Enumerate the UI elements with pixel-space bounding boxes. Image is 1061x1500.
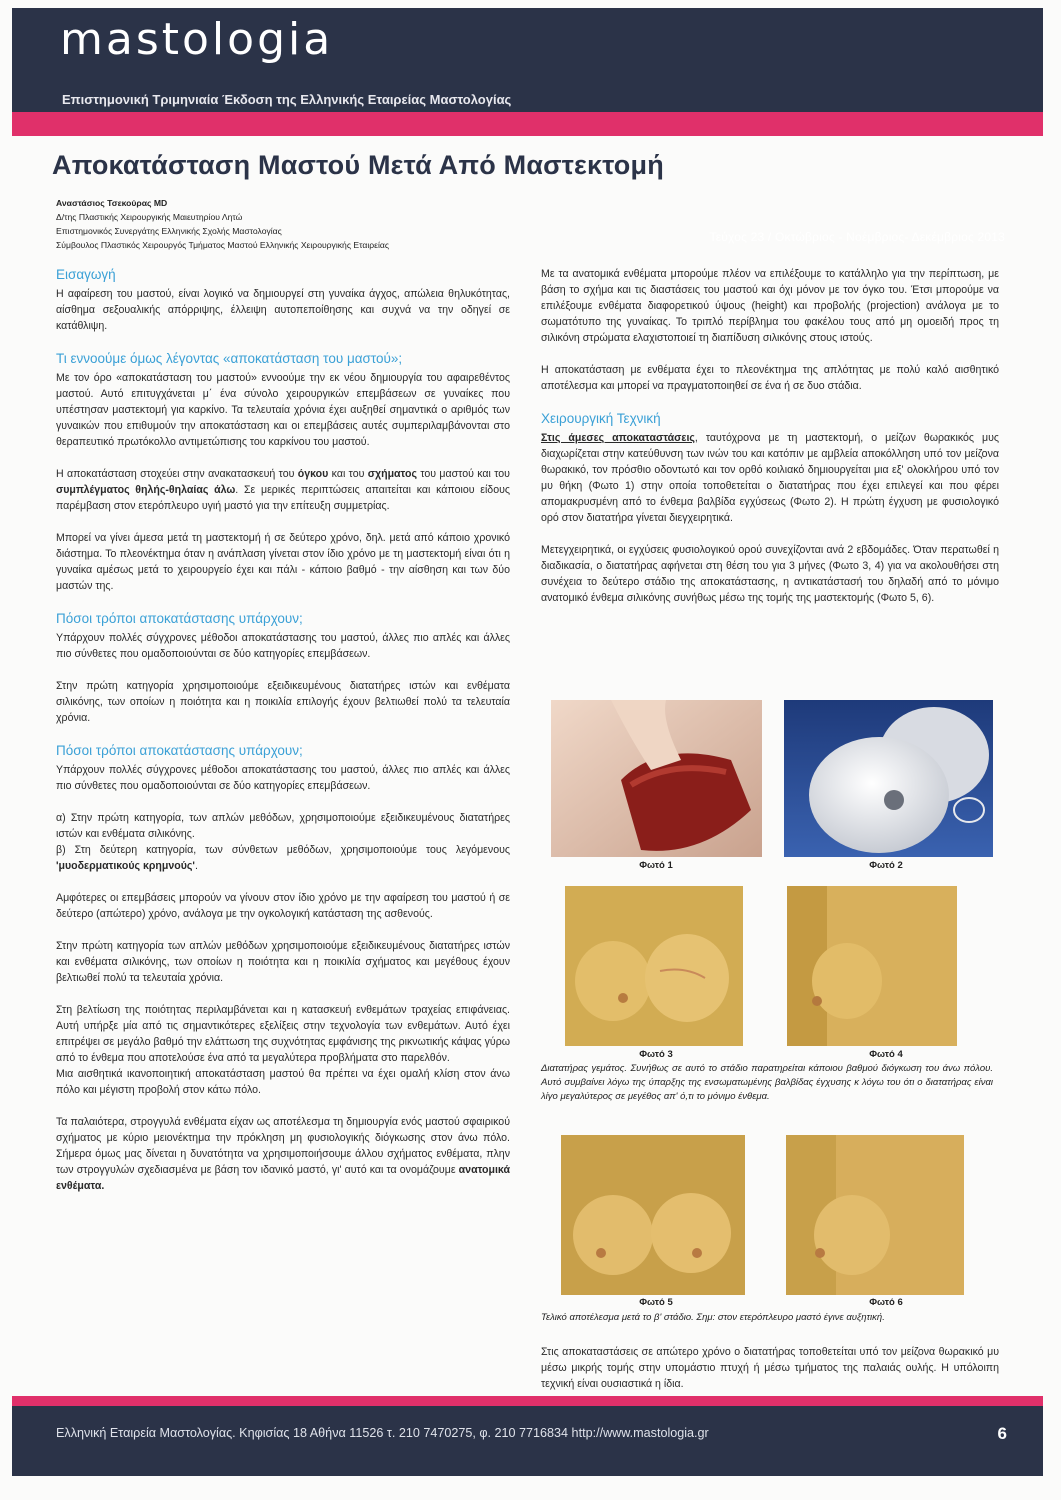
- paragraph: Η αφαίρεση του μαστού, είναι λογικό να δημιουργεί στη γυναίκα άγχος, απώλεια θηλυκότητας, αίσθημα σεξουαλικής απόρριψης, έλλειψη αυτοπεποίθησης και συχνά να την οδηγεί σε κατάθλιψη.: [56, 288, 510, 332]
- photo-caption-description: Διατατήρας γεμάτος. Συνήθως σε αυτό το στάδιο παρατηρείται κάποιου βαθμού διόγκωση του άνω πόλου. Αυτό συμβαίνει λόγω της ύπαρξης της ενσωματωμένης βαλβίδας έγχυσης κ λόγω του ότι ο διατατήρας είναι λίγο μεγαλύτερος σε μεγέθος απ' ό,τι το μόνιμο ένθεμα.: [541, 1063, 993, 1102]
- section-heading: Τι εννοούμε όμως λέγοντας «αποκατάσταση του μαστού»;: [56, 351, 403, 366]
- author-block: [56, 196, 536, 252]
- photo-surgery: [551, 700, 762, 857]
- paragraph: Αμφότερες οι επεμβάσεις μπορούν να γίνουν στον ίδιο χρόνο με την αφαίρεση του μαστού ή σε δεύτερο (απώτερο) χρόνο, ανάλογα με την ογκολογική κατάσταση της ασθενούς.: [56, 892, 510, 920]
- left-column: [56, 266, 510, 1210]
- paragraph: Στις άμεσες αποκαταστάσεις, ταυτόχρονα με τη μαστεκτομή, ο μείζων θωρακικός μυς διαχωρίζεται στην κατεύθυνση των ινών του και κατόπιν με αμβλεία αποκόλληση υπό τον μείζονα θωρακικό, τον πρόσθιο οδοντωτό και τον ορθό κοιλιακό δημιουργείται μια εξ' ολοκλήρου υπό τον μυ θήκη (Φωτο 1) στην οποία τοποθετείται ο διατατήρας που έχει επιλεγεί και που φέρει απομακρυσμένη από το ένθεμα βαλβίδα εγχύσεως (Φωτο 2). Η πρώτη έγχυση με φυσιολογικό ορό στον διατατήρα γίνεται διεγχειρητικά.: [541, 432, 1000, 524]
- paragraph: Στην πρώτη κατηγορία των απλών μεθόδων χρησιμοποιούμε εξειδικευμένους διατατήρες ιστών και ενθέματα σιλικόνης, των οποίων η ποιότητα και η ποικιλία σχήματος και μεγέθους έχουν βελτιωθεί πολύ τα τελευταία χρόνια.: [56, 940, 510, 984]
- photo-expander-front: [565, 886, 743, 1046]
- photo-caption: Φωτό 6: [869, 1297, 903, 1308]
- section-heading: Πόσοι τρόποι αποκατάστασης υπάρχουν;: [56, 611, 303, 626]
- photo-caption-description: Τελικό αποτέλεσμα μετά το β' στάδιο. Σημ: στον ετερόπλευρο μαστό έγινε αυξητική.: [541, 1312, 885, 1323]
- photo-caption: Φωτό 4: [869, 1049, 903, 1060]
- paragraph: Με τα ανατομικά ενθέματα μπορούμε πλέον να επιλέξουμε το κατάλληλο για την περίπτωση, με βάση το σχήμα και τις διαστάσεις του μαστού και όχι μόνον με τον όγκο του. Έτσι μπορούμε να επιλέξουμε ενθέματα διαφορετικού ύψους (height) και προβολής (projection) ανάλογα με το σωματότυπο της γυναίκας. Το τριπλό περίβλημα του φακέλου τους από μη ομοειδή προς τη σιλικόνη στρώματα ελαχιστοποιεί τη διαπίδυση σιλικόνης στους ιστούς.: [541, 268, 999, 344]
- paragraph: Μπορεί να γίνει άμεσα μετά τη μαστεκτομή ή σε δεύτερο χρόνο, δηλ. μετά από κάποιο χρονικό διάστημα. Το πλεονέκτημα όταν η ανάπλαση γίνεται στον ίδιο χρόνο με τη μαστεκτομή είναι ότι η γυναίκα αμέσως μετά το χειρουργείο έχει και πάλι - κάποιο βαθμό - την αίσθηση και των δύο μαστών της.: [56, 532, 510, 592]
- photo-implant: [784, 700, 993, 857]
- photo-expander-side: [787, 886, 957, 1046]
- paragraph: Με τον όρο «αποκατάσταση του μαστού» εννοούμε την εκ νέου δημιουργία του αφαιρεθέντος μαστού. Αυτό επιτυγχάνεται μ΄ ένα σύνολο χειρουργικών επεμβάσεων σε γυναίκες που υπέστησαν μαστεκτομή για καρκίνο. Τα τελευταία χρόνια έχει αυξηθεί σημαντικά ο αριθμός των γυναικών που επιθυμούν την αποκατάσταση και οι επεμβάσεις αυτές συμπεριλαμβάνονται στο θεραπευτικό πρωτόκολλο αντιμετώπισης του καρκίνου του μαστού.: [56, 372, 510, 448]
- paragraph: Στις αποκαταστάσεις σε απώτερο χρόνο ο διατατήρας τοποθετείται υπό τον μείζονα θωρακικό μυ μέσω μικρής τομής στην υπομάστιο πτυχή ή μέσω τμήματος της παλαιάς ουλής. Η υπόλοιπη τεχνική είναι ουσιαστικά η ίδια.: [541, 1346, 999, 1390]
- footer: [12, 1406, 1043, 1476]
- photo-caption: Φωτό 1: [639, 860, 673, 871]
- photo-caption: Φωτό 2: [869, 860, 903, 871]
- paragraph: Τα παλαιότερα, στρογγυλά ενθέματα είχαν ως αποτέλεσμα τη δημιουργία ενός μαστού σφαιρικού σχήματος με κύριο μειονέκτημα την πρόκληση μη φυσιολογικής διόγκωσης στον άνω πόλο. Σήμερα όμως μας δίνεται η δυνατότητα να χρησιμοποιήσουμε άλλου σχήματος ενθέματα, πλην των στρογγυλών σχεδιασμένα με βάση τον ιδανικό μαστό, γι' αυτό και τα ονομάζουμε ανατομικά ενθέματα.: [56, 1116, 510, 1192]
- paragraph: Υπάρχουν πολλές σύγχρονες μέθοδοι αποκατάστασης του μαστού, άλλες πιο απλές και άλλες πιο σύνθετες που ομαδοποιούνται σε δύο κατηγορίες επεμβάσεων.: [56, 632, 510, 660]
- photo-result-side: [786, 1135, 964, 1295]
- author-affiliation: Σύμβουλος Πλαστικός Χειρουργός Τμήματος Μαστού Ελληνικής Χειρουργικής Εταιρείας: [56, 240, 389, 250]
- right-column: [541, 266, 999, 622]
- issue-info: Τεύχος 23 / Οκτώβριος - Νοέμβριος- Δεκέμβριος 2013: [709, 230, 1005, 244]
- journal-subtitle: Επιστημονική Τριμηνιαία Έκδοση της Ελληνικής Εταιρείας Μαστολογίας: [62, 92, 512, 107]
- journal-logo: mastologia: [60, 14, 334, 65]
- paragraph: Στη βελτίωση της ποιότητας περιλαμβάνεται και η κατασκευή ενθεμάτων τραχείας επιφάνειας. Αυτή υπήρξε μία από τις σημαντικότερες εξελίξεις στην τεχνολογία των ενθεμάτων. Αυτό έχει επιτρέψει σε μεγάλο βαθμό την ελάττωση της συχνότητας εμφάνισης της ρικνωτικής κάψας γύρω από το ένθεμα που αποτελούσε ένα από τα μεγαλύτερα προβλήματα στο παρελθόν. Μια αισθητικά ικανοποιητική αποκατάσταση μαστού θα πρέπει να έχει ομαλή κλίση στον άνω πόλο και μέγιστη προβολή στον κάτω πόλο.: [56, 1004, 510, 1096]
- author-name: Αναστάσιος Τσεκούρας MD: [56, 198, 168, 208]
- footer-contact: Ελληνική Εταιρεία Μαστολογίας. Κηφισίας 18 Αθήνα 11526 τ. 210 7470275, φ. 210 7716834 http://www.mastologia.gr: [56, 1426, 709, 1440]
- paragraph: Υπάρχουν πολλές σύγχρονες μέθοδοι αποκατάστασης του μαστού, άλλες πιο απλές και άλλες πιο σύνθετες που ομαδοποιούνται σε δύο κατηγορίες επεμβάσεων.: [56, 764, 510, 792]
- photo-result-front: [561, 1135, 745, 1295]
- paragraph: α) Στην πρώτη κατηγορία, των απλών μεθόδων, χρησιμοποιούμε εξειδικευμένους διατατήρες ιστών και ενθέματα σιλικόνης. β) Στη δεύτερη κατηγορία, των σύνθετων μεθόδων, χρησιμοποιούμε τους λεγόμενους 'μυοδερματικούς κρημνούς'.: [56, 812, 510, 872]
- footer-accent: [12, 1396, 1043, 1406]
- photo-caption: Φωτό 5: [639, 1297, 673, 1308]
- masthead: [12, 8, 1043, 112]
- author-affiliation: Δ/της Πλαστικής Χειρουργικής Μαιευτηρίου Λητώ: [56, 212, 243, 222]
- paragraph: Μετεγχειρητικά, οι εγχύσεις φυσιολογικού ορού συνεχίζονται ανά 2 εβδομάδες. Όταν περατωθεί η διαδικασία, ο διατατήρας αφήνεται στη θέση του για 3 μήνες (Φωτο 3, 4) για να ακολουθήσει στη συνέχεια το δεύτερο στάδιο της αποκατάστασης, η αντικατάστασή του δηλαδή από το μόνιμο ανατομικό ένθεμα σιλικόνης συνήθως μέσω της τομής της μαστεκτομής (Φωτο 5, 6).: [541, 544, 999, 604]
- page-number: 6: [997, 1424, 1007, 1443]
- author-affiliation: Επιστημονικός Συνεργάτης Ελληνικής Σχολής Μαστολογίας: [56, 226, 282, 236]
- paragraph: Στην πρώτη κατηγορία χρησιμοποιούμε εξειδικευμένους διατατήρες ιστών και ενθέματα σιλικόνης, των οποίων η ποιότητα και η ποικιλία επιλογής έχουν βελτιωθεί πολύ τα τελευταία χρόνια.: [56, 680, 510, 724]
- section-heading: Χειρουργική Τεχνική: [541, 411, 661, 426]
- section-heading: Πόσοι τρόποι αποκατάστασης υπάρχουν;: [56, 743, 303, 758]
- paragraph: Η αποκατάσταση στοχεύει στην ανακατασκευή του όγκου και του σχήματος του μαστού και του συμπλέγματος θηλής-θηλαίας άλω. Σε μερικές περιπτώσεις απαιτείται και κάποιου είδους παρέμβαση στον ετερόπλευρο υγιή μαστό για την επίτευξη συμμετρίας.: [56, 468, 510, 512]
- photo-caption: Φωτό 3: [639, 1049, 673, 1060]
- section-heading: Εισαγωγή: [56, 267, 116, 282]
- paragraph: Η αποκατάσταση με ενθέματα έχει το πλεονέκτημα της απλότητας με πολύ καλό αισθητικό αποτέλεσμα και μπορεί να πραγματοποιηθεί σε ένα ή σε δυο στάδια.: [541, 364, 999, 392]
- article-title: Αποκατάσταση Μαστού Μετά Από Μαστεκτομή: [52, 150, 664, 180]
